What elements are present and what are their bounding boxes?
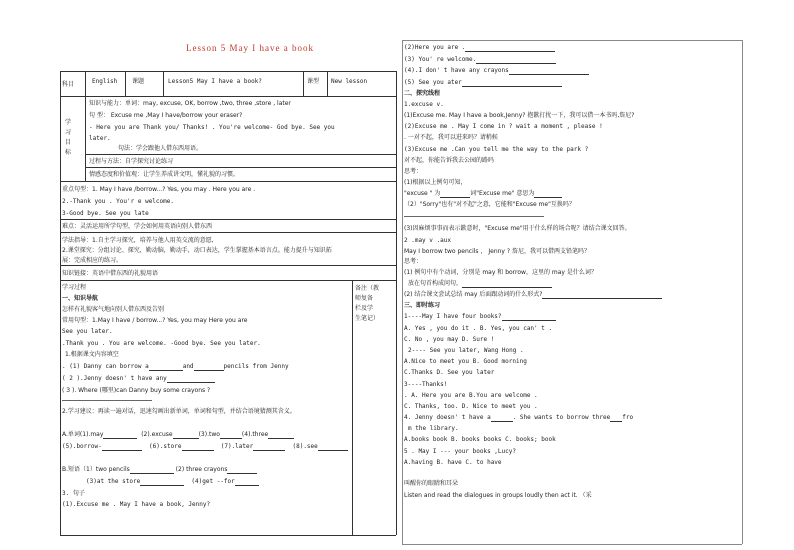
sentence-line: (1).Excuse me . May I have a book, Jenny? bbox=[62, 501, 211, 508]
phrase-line: B.短语（1）two pencils (2) three crayons bbox=[62, 465, 257, 474]
study-advice: 2.课堂探究：分组讨论、探究，勤动脑，勤动手，动口表达，学生掌握基本语言点。能力提升与知识拓 bbox=[62, 247, 332, 254]
table-line bbox=[60, 71, 61, 535]
knowledge-line: 知识与能力：单词：may, excuse, OK, borrow ,two, three ,store , later bbox=[89, 100, 291, 107]
section-heading: 二、探究线程 bbox=[404, 90, 441, 97]
text-line: (1)Excuse me. May I have a book,Jenny? 抱歉打扰一下，我可以借一本书吗,詹尼? bbox=[404, 112, 635, 119]
text-line: . 一对不起，我可以进来吗？请稍候 bbox=[404, 134, 498, 141]
key-point: 重点句型：1. May I have /borrow...? Yes, you may . Here you are . bbox=[62, 186, 256, 193]
question-line: m the library. bbox=[408, 425, 459, 432]
phrase-line: 句 型： Excuse me ,May I have/borrow your eraser? bbox=[89, 112, 243, 119]
text-line: 1.根据课文内容填空 bbox=[65, 351, 119, 358]
table-line bbox=[60, 181, 396, 182]
answer-line bbox=[62, 400, 152, 401]
text-line: 思考： bbox=[404, 168, 423, 175]
table-line bbox=[60, 232, 396, 233]
word-line: A.单词(1).may (2).excuse (3).two (4).three bbox=[62, 430, 294, 439]
text-line: 放在句首构成问句， bbox=[408, 279, 552, 288]
text-line: 1.excuse v. bbox=[404, 101, 444, 108]
section-label: 学习过程 bbox=[62, 284, 87, 291]
option-line: A. Yes , you do it . B. Yes, you can' t . bbox=[404, 325, 553, 332]
table-line bbox=[60, 96, 396, 97]
section-heading: 一、知识导航 bbox=[62, 295, 99, 302]
page-border bbox=[402, 544, 742, 545]
topic-value: Lesson5 May I have a book? bbox=[168, 78, 262, 85]
text-line: "excuse " 为 词"Excuse me" 意思为 bbox=[404, 189, 562, 198]
table-line bbox=[60, 71, 396, 72]
phrase-line: later. bbox=[89, 135, 111, 142]
side-note: 备注（教 师复备 栏及学 生笔记） bbox=[355, 285, 380, 322]
page-border bbox=[742, 40, 743, 544]
text-line: (3) You' re welcome. bbox=[404, 55, 556, 64]
goals-label: 学 习 目 标 bbox=[65, 119, 72, 156]
text-line: （2）"Sorry"也有"对不起"之意，它能和"Excuse me"互换吗？ bbox=[404, 201, 575, 208]
sentence-goal: 句法：学会跟他人借东西用语。 bbox=[118, 145, 203, 152]
topic-label: 课题 bbox=[132, 78, 145, 85]
text-line: (3)Excuse me .Can you tell me the way to the park ? bbox=[404, 146, 589, 153]
table-line bbox=[60, 535, 396, 536]
question-line: 4. Jenny doesn' t have a . She wants to borrow three fro bbox=[404, 414, 634, 421]
question-line: 2---- See you later, Wang Hong . bbox=[408, 347, 524, 354]
text-line: May I borrow two pencils ， Jenny ? 詹尼，我可以借两支铅笔吗？ bbox=[404, 248, 590, 255]
answer-line bbox=[404, 216, 544, 217]
text-line: 2.学习建议：再读一遍对话，迅速勾画出新单词，单词和句型，并结合语境猜测其含义。 bbox=[62, 408, 296, 415]
process-goal: 过程与方法：自学探究讨论练习 bbox=[89, 158, 174, 165]
text-line: Listen and read the dialogues in groups loudly then act it. （采 bbox=[404, 492, 592, 499]
type-label: 课型 bbox=[307, 78, 320, 85]
section-heading: 三、即时练习 bbox=[404, 302, 441, 309]
text-line: (1)根据以上例句可知， bbox=[404, 179, 467, 186]
phrase-line: (3)at the store (4)get --for bbox=[86, 477, 259, 486]
text-line: .Thank you . You are welcome. -Good bye. See you later. bbox=[62, 340, 261, 347]
text-line: (2) 结合课文尝试总结 may 后面跟动词的什么形式? bbox=[404, 290, 662, 299]
text-line: 2 .may v .aux bbox=[404, 237, 451, 244]
text-line: (5) See you ater bbox=[404, 78, 562, 87]
knowledge-link: 知识链接：英语中借东西的礼貌用语 bbox=[62, 270, 159, 277]
text-line: 对不起，你能告诉我去公园的路吗 bbox=[404, 157, 495, 164]
text-line: (3)因麻烦事事而表示歉意时，"Excuse me"用于什么样的场合呢？请结合课文回答。 bbox=[404, 225, 631, 232]
text-line: See you later. bbox=[62, 328, 113, 335]
text-line: (2)Here you are . bbox=[404, 43, 555, 52]
lesson-title: Lesson 5 May I have a book bbox=[186, 43, 314, 53]
emotion-goal: 情感态度和价值观：让学生养成讲文明，懂礼貌的习惯。 bbox=[89, 171, 240, 178]
table-line bbox=[85, 167, 396, 168]
fill-line: . (1) Danny can borrow a and pencils from Jenny bbox=[62, 363, 289, 370]
text-line: (4).I don' t have any crayons bbox=[404, 66, 589, 75]
table-line bbox=[396, 71, 397, 535]
difficulty: 难点：灵活运用所学句型，学会如何用英语向别人借东西 bbox=[62, 223, 213, 230]
study-advice: 展：完成相应的练习。 bbox=[62, 257, 123, 264]
option-line: A.Nice to meet you B. Good morning bbox=[404, 358, 527, 365]
question-line: 5 . May I --- your books ,Lucy? bbox=[404, 448, 516, 455]
text-line: (2)Excuse me . May I come in ? wait a moment , please ! bbox=[404, 123, 603, 130]
table-line bbox=[60, 265, 396, 266]
option-line: C. Thanks, too. D. Nice to meet you . bbox=[404, 403, 538, 410]
fill-line: ( 3 ). Where (哪里)can Danny buy some crayons ? bbox=[62, 387, 211, 394]
type-value: New lesson bbox=[331, 78, 368, 85]
study-advice: 学法指导：1.自主学习探究，培养与他人用英交流的意愿, bbox=[62, 237, 214, 244]
phrase-line: - Here you are Thank you/ Thanks! . You're welcome- God bye. See you bbox=[89, 124, 335, 131]
table-line bbox=[60, 219, 396, 220]
section-heading: 叫醒你的眼睛和耳朵 bbox=[404, 480, 459, 487]
table-line bbox=[85, 154, 396, 155]
subject-label: 科目 bbox=[62, 81, 75, 88]
table-line bbox=[303, 71, 304, 96]
table-line bbox=[327, 71, 328, 96]
option-line: C. No , you may D. Sure ! bbox=[404, 336, 495, 343]
word-line: (5).borrow- (6).store (7).later (8).see bbox=[62, 442, 348, 451]
option-line: A.books book B. books books C. books; book bbox=[404, 436, 556, 443]
question-line: 3----Thanks! bbox=[404, 381, 448, 388]
text-line: (1) 例句中有个动词，分别是 may 和 borrow，这里的 may 是什么词？ bbox=[404, 269, 597, 276]
table-line bbox=[125, 71, 126, 96]
text-line: 怎样有礼貌客气地向别人借东西及告别 bbox=[62, 306, 165, 313]
question-line: 1----May I have four books? bbox=[404, 312, 556, 321]
table-line bbox=[85, 71, 86, 181]
option-line: C.Thanks D. See you later bbox=[404, 369, 495, 376]
table-line bbox=[163, 71, 164, 96]
table-line bbox=[352, 280, 353, 535]
page-border bbox=[402, 40, 403, 544]
option-line: . A. Here you are B.You are welcome . bbox=[404, 392, 538, 399]
table-line bbox=[60, 280, 396, 281]
text-line: 常用句型：1.May I have / borrow...? Yes, you may Here you are bbox=[62, 317, 248, 324]
sentence-heading: 3. 句子 bbox=[62, 490, 85, 497]
key-point: 2.-Thank you . You'r e welcome. bbox=[62, 198, 174, 205]
option-line: A.having B. have C. to have bbox=[404, 459, 502, 466]
page-border bbox=[402, 40, 742, 41]
text-line: 思考： bbox=[404, 258, 423, 265]
key-point: 3-Good bye. See you late bbox=[62, 210, 149, 217]
fill-line: ( 2 ).Jenny doesn' t have any bbox=[62, 374, 215, 383]
subject-value: English bbox=[92, 78, 118, 85]
